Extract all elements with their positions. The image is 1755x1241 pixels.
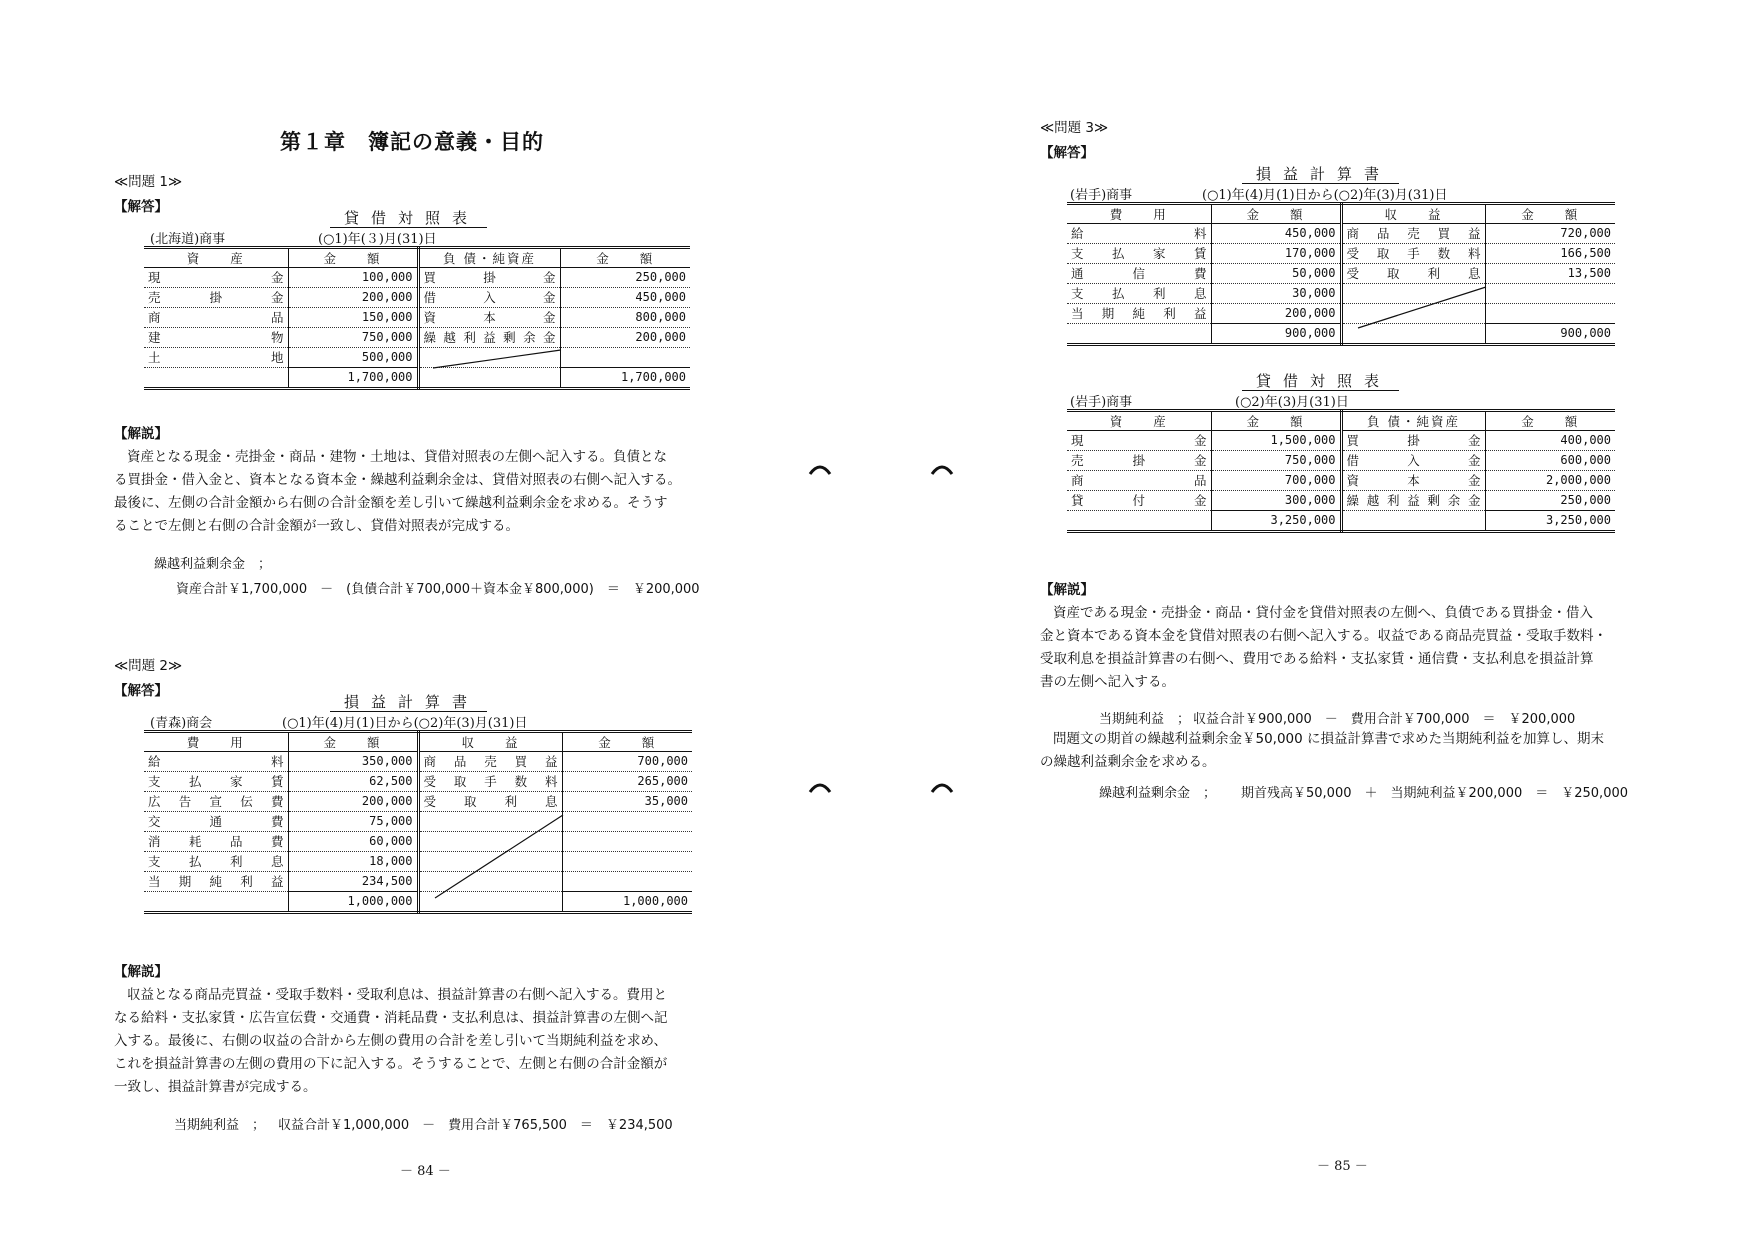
left-amount: 700,000 xyxy=(1211,471,1341,491)
right-amount: 265,000 xyxy=(562,772,692,792)
problem3-answer-label: 【解答】 xyxy=(1040,145,1094,161)
problem1-period: (○1)年(３)月(31)日 xyxy=(318,232,437,247)
left-item: 貸付金 xyxy=(1067,491,1211,511)
table-row xyxy=(144,852,692,872)
left-amount: 75,000 xyxy=(288,812,418,832)
left-item: 支払家賃 xyxy=(144,772,288,792)
table-row xyxy=(144,872,692,892)
empty-cell xyxy=(560,348,690,368)
total-right: 3,250,000 xyxy=(1485,511,1615,532)
right-amount: 720,000 xyxy=(1485,224,1615,244)
right-item: 受取利息 xyxy=(418,792,562,812)
problem1-company: (北海道)商事 xyxy=(150,232,226,247)
total-left: 1,000,000 xyxy=(288,892,418,913)
left-amount: 750,000 xyxy=(288,328,418,348)
total-right: 1,000,000 xyxy=(562,892,692,913)
right-amount: 13,500 xyxy=(1485,264,1615,284)
right-item: 受取手数料 xyxy=(418,772,562,792)
problem1-answer-label: 【解答】 xyxy=(114,199,168,215)
empty-cell xyxy=(1341,511,1485,532)
header-amount-right: 金 額 xyxy=(560,248,690,268)
header-revenues: 収 益 xyxy=(1341,204,1485,224)
problem3-heading: ≪問題 3≫ xyxy=(1040,120,1109,136)
right-amount: 250,000 xyxy=(560,268,690,288)
total-right: 1,700,000 xyxy=(560,368,690,389)
problem3-formula1-label: 当期純利益 ； xyxy=(1099,712,1191,727)
explanation-line: の繰越利益剰余金を求める。 xyxy=(1040,754,1216,770)
pl-company: (岩手)商事 xyxy=(1070,188,1133,203)
right-item: 買掛金 xyxy=(1341,431,1485,451)
table-row xyxy=(144,268,690,288)
empty-cell xyxy=(1485,304,1615,324)
explanation-line: 一致し、損益計算書が完成する。 xyxy=(114,1079,317,1095)
right-item: 借入金 xyxy=(418,288,560,308)
left-amount: 200,000 xyxy=(288,792,418,812)
binder-hole-icon xyxy=(808,460,832,476)
left-item: 消耗品費 xyxy=(144,832,288,852)
table-row xyxy=(1067,451,1615,471)
left-amount: 60,000 xyxy=(288,832,418,852)
total-row xyxy=(144,368,690,389)
header-amount-right: 金 額 xyxy=(1485,411,1615,431)
right-item: 繰越利益剰余金 xyxy=(1341,491,1485,511)
header-amount-left: 金 額 xyxy=(288,732,418,752)
left-item: 建物 xyxy=(144,328,288,348)
right-page xyxy=(877,0,1755,1241)
left-amount: 100,000 xyxy=(288,268,418,288)
income-statement-table xyxy=(1067,202,1615,346)
explanation-line: なる給料・支払家賃・広告宣伝費・交通費・消耗品費・支払利息は、損益計算書の左側へ記 xyxy=(114,1010,668,1026)
right-amount: 166,500 xyxy=(1485,244,1615,264)
empty-cell xyxy=(1485,284,1615,304)
explanation-line: 収益となる商品売買益・受取手数料・受取利息は、損益計算書の右側へ記入する。費用と xyxy=(127,987,667,1003)
total-row xyxy=(1067,511,1615,532)
left-page xyxy=(0,0,877,1241)
left-amount: 170,000 xyxy=(1211,244,1341,264)
problem2-formula-label: 当期純利益 ； xyxy=(174,1118,266,1133)
header-liabilities: 負 債・純資産 xyxy=(1341,411,1485,431)
header-liabilities: 負 債・純資産 xyxy=(418,248,560,268)
explanation-line: 入する。最後に、右側の収益の合計から左側の費用の合計を差し引いて当期純利益を求め、 xyxy=(114,1033,667,1049)
table-row xyxy=(144,752,692,772)
explanation-line: 資産である現金・売掛金・商品・貸付金を貸借対照表の左側へ、負債である買掛金・借入 xyxy=(1053,605,1593,621)
right-item: 商品売買益 xyxy=(1341,224,1485,244)
right-item: 受取利息 xyxy=(1341,264,1485,284)
right-amount: 250,000 xyxy=(1485,491,1615,511)
left-amount: 200,000 xyxy=(288,288,418,308)
left-item: 当期純利益 xyxy=(144,872,288,892)
left-amount: 50,000 xyxy=(1211,264,1341,284)
left-amount: 500,000 xyxy=(288,348,418,368)
right-amount: 700,000 xyxy=(562,752,692,772)
table-row xyxy=(1067,471,1615,491)
balance-sheet-table xyxy=(144,246,690,390)
left-item: 現金 xyxy=(1067,431,1211,451)
left-item: 売掛金 xyxy=(144,288,288,308)
problem3-formula2-label: 繰越利益剰余金 ； xyxy=(1099,786,1217,801)
page-number: － 85 － xyxy=(1317,1159,1368,1174)
balance-sheet-table xyxy=(1067,409,1615,533)
left-item: 給料 xyxy=(144,752,288,772)
problem2-answer-label: 【解答】 xyxy=(114,683,168,699)
left-item: 支払利息 xyxy=(1067,284,1211,304)
left-item: 支払利息 xyxy=(144,852,288,872)
pl-statement-title: 損益計算書 xyxy=(1242,165,1399,184)
table-row xyxy=(1067,304,1615,324)
left-amount: 62,500 xyxy=(288,772,418,792)
right-amount: 200,000 xyxy=(560,328,690,348)
table-header-row xyxy=(1067,204,1615,224)
problem1-formula-label: 繰越利益剰余金 ； xyxy=(154,557,272,572)
problem3-formula2: 期首残高￥50,000 ＋ 当期純利益￥200,000 ＝ ￥250,000 xyxy=(1241,786,1629,801)
empty-cell xyxy=(144,368,288,389)
total-left: 3,250,000 xyxy=(1211,511,1341,532)
explanation-line: 最後に、左側の合計金額から右側の合計金額を差し引いて繰越利益剰余金を求める。そうす xyxy=(114,495,668,511)
problem1-explanation xyxy=(114,446,681,538)
table-row xyxy=(144,812,692,832)
problem3-explanation2 xyxy=(1040,728,1604,774)
table-row xyxy=(144,772,692,792)
page-number: － 84 － xyxy=(400,1164,451,1179)
problem2-statement-title: 損益計算書 xyxy=(330,693,487,712)
left-item: 給料 xyxy=(1067,224,1211,244)
bs-period: (○2)年(3)月(31)日 xyxy=(1235,395,1349,410)
diagonal-closing-line xyxy=(433,348,563,368)
empty-cell xyxy=(418,368,560,389)
left-item: 土地 xyxy=(144,348,288,368)
table-row xyxy=(1067,224,1615,244)
table-row xyxy=(144,348,690,368)
left-item: 支払家賃 xyxy=(1067,244,1211,264)
problem1-formula: 資産合計￥1,700,000 － (負債合計￥700,000＋資本金￥800,000) ＝ ￥200,000 xyxy=(176,582,700,597)
total-left: 1,700,000 xyxy=(288,368,418,389)
problem2-company: (青森)商会 xyxy=(150,716,213,731)
empty-cell xyxy=(1067,511,1211,532)
left-amount: 30,000 xyxy=(1211,284,1341,304)
total-row xyxy=(144,892,692,913)
left-item: 当期純利益 xyxy=(1067,304,1211,324)
left-amount: 1,500,000 xyxy=(1211,431,1341,451)
problem3-explanation-label: 【解説】 xyxy=(1040,582,1094,598)
problem2-period: (○1)年(4)月(1)日から(○2)年(3)月(31)日 xyxy=(282,716,528,731)
bs-statement-title: 貸借対照表 xyxy=(1242,372,1399,391)
total-row xyxy=(1067,324,1615,345)
right-item: 繰越利益剰余金 xyxy=(418,328,560,348)
explanation-line: 書の左側へ記入する。 xyxy=(1040,674,1175,690)
explanation-line: 受取利息を損益計算書の右側へ、費用である給料・支払家賃・通信費・支払利息を損益計算 xyxy=(1040,651,1594,667)
table-header-row xyxy=(144,248,690,268)
explanation-line: る買掛金・借入金と、資本となる資本金・繰越利益剰余金は、貸借対照表の右側へ記入する。 xyxy=(114,472,681,488)
left-amount: 750,000 xyxy=(1211,451,1341,471)
income-statement-table xyxy=(144,730,692,914)
table-row xyxy=(1067,264,1615,284)
right-item: 買掛金 xyxy=(418,268,560,288)
chapter-title: 第１章 簿記の意義・目的 xyxy=(280,130,544,154)
header-amount-right: 金 額 xyxy=(1485,204,1615,224)
left-amount: 450,000 xyxy=(1211,224,1341,244)
empty-cell xyxy=(144,892,288,913)
total-left: 900,000 xyxy=(1211,324,1341,345)
bs-company: (岩手)商事 xyxy=(1070,395,1133,410)
left-item: 交通費 xyxy=(144,812,288,832)
problem2-explanation-label: 【解説】 xyxy=(114,964,168,980)
header-amount-left: 金 額 xyxy=(1211,204,1341,224)
right-item: 受取手数料 xyxy=(1341,244,1485,264)
left-amount: 234,500 xyxy=(288,872,418,892)
explanation-line: 資産となる現金・売掛金・商品・建物・土地は、貸借対照表の左側へ記入する。負債とな xyxy=(127,449,667,465)
right-amount: 35,000 xyxy=(562,792,692,812)
table-row xyxy=(144,288,690,308)
table-row xyxy=(1067,244,1615,264)
table-row xyxy=(144,832,692,852)
pl-period: (○1)年(4)月(1)日から(○2)年(3)月(31)日 xyxy=(1202,188,1448,203)
empty-cell xyxy=(1067,324,1211,345)
problem1-explanation-label: 【解説】 xyxy=(114,426,168,442)
explanation-line: 問題文の期首の繰越利益剰余金￥50,000 に損益計算書で求めた当期純利益を加算し、期末 xyxy=(1053,731,1605,747)
table-row xyxy=(1067,284,1615,304)
header-revenues: 収 益 xyxy=(418,732,562,752)
empty-cell xyxy=(562,832,692,852)
table-row xyxy=(144,792,692,812)
binder-hole-icon xyxy=(808,778,832,794)
right-item: 借入金 xyxy=(1341,451,1485,471)
left-amount: 150,000 xyxy=(288,308,418,328)
header-assets: 資 産 xyxy=(1067,411,1211,431)
table-header-row xyxy=(144,732,692,752)
table-row xyxy=(144,308,690,328)
table-header-row xyxy=(1067,411,1615,431)
table-row xyxy=(144,328,690,348)
right-item: 商品売買益 xyxy=(418,752,562,772)
explanation-line: 金と資本である資本金を貸借対照表の右側へ記入する。収益である商品売買益・受取手数料・ xyxy=(1040,628,1607,644)
header-assets: 資 産 xyxy=(144,248,288,268)
problem1-heading: ≪問題 1≫ xyxy=(114,174,183,190)
empty-cell xyxy=(562,872,692,892)
header-expenses: 費 用 xyxy=(144,732,288,752)
left-amount: 350,000 xyxy=(288,752,418,772)
table-row xyxy=(1067,431,1615,451)
empty-cell xyxy=(562,852,692,872)
right-item: 資本金 xyxy=(418,308,560,328)
right-amount: 450,000 xyxy=(560,288,690,308)
left-amount: 300,000 xyxy=(1211,491,1341,511)
left-item: 売掛金 xyxy=(1067,451,1211,471)
diagonal-closing-line xyxy=(1358,286,1488,330)
explanation-line: ることで左側と右側の合計金額が一致し、貸借対照表が完成する。 xyxy=(114,518,519,534)
header-amount-left: 金 額 xyxy=(288,248,418,268)
header-expenses: 費 用 xyxy=(1067,204,1211,224)
header-amount-right: 金 額 xyxy=(562,732,692,752)
right-item: 資本金 xyxy=(1341,471,1485,491)
right-amount: 600,000 xyxy=(1485,451,1615,471)
problem1-statement-title: 貸借対照表 xyxy=(330,209,487,228)
total-right: 900,000 xyxy=(1485,324,1615,345)
problem3-formula1: 収益合計￥900,000 － 費用合計￥700,000 ＝ ￥200,000 xyxy=(1193,712,1576,727)
left-amount: 200,000 xyxy=(1211,304,1341,324)
problem3-explanation xyxy=(1040,602,1607,694)
left-item: 通信費 xyxy=(1067,264,1211,284)
diagonal-closing-line xyxy=(435,814,565,900)
right-amount: 400,000 xyxy=(1485,431,1615,451)
right-amount: 800,000 xyxy=(560,308,690,328)
problem2-formula: 収益合計￥1,000,000 － 費用合計￥765,500 ＝ ￥234,500 xyxy=(278,1118,673,1133)
left-item: 商品 xyxy=(144,308,288,328)
table-row xyxy=(1067,491,1615,511)
right-amount: 2,000,000 xyxy=(1485,471,1615,491)
problem2-heading: ≪問題 2≫ xyxy=(114,658,183,674)
problem2-explanation xyxy=(114,984,668,1099)
left-amount: 18,000 xyxy=(288,852,418,872)
left-item: 商品 xyxy=(1067,471,1211,491)
left-item: 広告宣伝費 xyxy=(144,792,288,812)
left-item: 現金 xyxy=(144,268,288,288)
header-amount-left: 金 額 xyxy=(1211,411,1341,431)
empty-cell xyxy=(562,812,692,832)
explanation-line: これを損益計算書の左側の費用の下に記入する。そうすることで、左側と右側の合計金額が xyxy=(114,1056,668,1072)
